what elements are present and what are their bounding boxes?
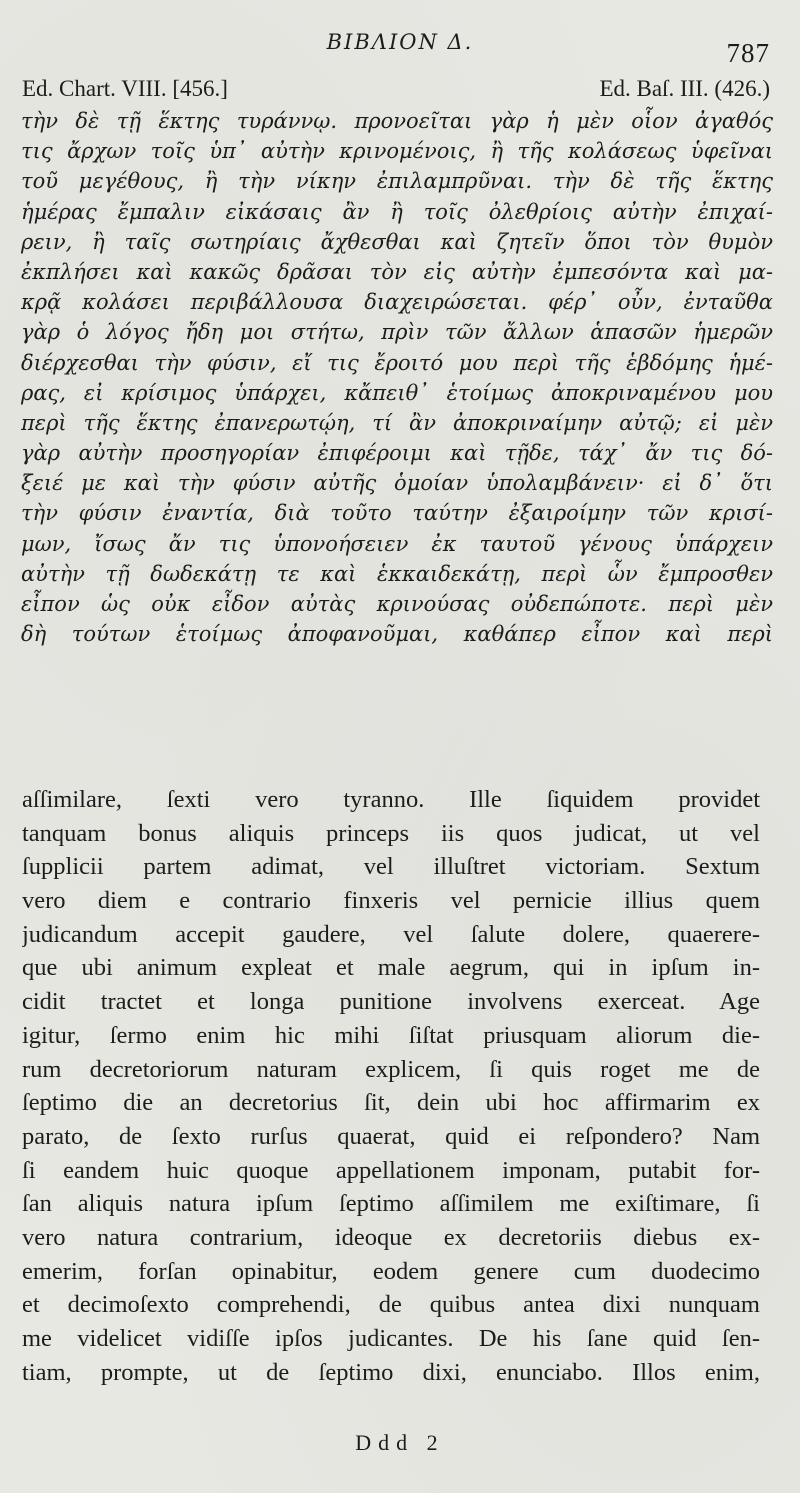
greek-text-block xyxy=(21,106,773,649)
latin-text-line: me videlicet vidiſſe ipſos judicantes. De his ſane quid ſen- xyxy=(22,1325,760,1352)
greek-text-line: γὰρ ὁ λόγος ἤδη μοι στήτω, πρὶν τῶν ἄλλων ἁπασῶν ἡμερῶν xyxy=(21,320,773,345)
latin-text-line: ſi eandem huic quoque appellationem imponam, putabit for- xyxy=(22,1156,760,1184)
edition-left: Ed. Chart. VIII. [456.] xyxy=(22,76,228,101)
latin-text-line: emerim, forſan opinabitur, eodem genere cum duodecimo xyxy=(22,1257,760,1285)
latin-text-line: et decimoſexto comprehendi, de quibus antea dixi nunquam xyxy=(22,1291,760,1319)
latin-text-line: rum decretoriorum naturam explicem, ſi quis roget me de xyxy=(22,1055,760,1083)
greek-text-line: διέρχεσθαι τὴν φύσιν, εἴ τις ἔροιτό μου περὶ τῆς ἑβδόμης ἡμέ- xyxy=(21,350,773,375)
latin-text-line: tanquam bonus aliquis princeps iis quos judicat, ut vel xyxy=(22,819,760,847)
latin-text-line: que ubi animum expleat et male aegrum, qui in ipſum in- xyxy=(22,954,760,982)
latin-text-line: ſeptimo die an decretorius ſit, dein ubi hoc affirmarim ex xyxy=(22,1089,760,1117)
greek-text-line: αὐτὴν τῇ δωδεκάτῃ τε καὶ ἑκκαιδεκάτῃ, περὶ ὧν ἔμπροσθεν xyxy=(21,561,773,586)
latin-text-line: judicandum accepit gaudere, vel ſalute dolere, quaerere- xyxy=(22,920,760,948)
latin-text-line: tiam, prompte, ut de ſeptimo dixi, enunciabo. Illos enim, xyxy=(22,1358,760,1386)
greek-text-line: ἐκπλήσει καὶ κακῶς δρᾶσαι τὸν εἰς αὐτὴν ἐμπεσόντα καὶ μα- xyxy=(21,259,773,284)
greek-text-line: δὴ τούτων ἑτοίμως ἀποφανοῦμαι, καθάπερ εἶπον καὶ περὶ xyxy=(21,622,773,647)
greek-text-line: κρᾷ κολάσει περιβάλλουσα διαχειρώσεται. φέρ᾽ οὖν, ἐνταῦθα xyxy=(21,290,773,315)
greek-text-line: ρειν, ἢ ταῖς σωτηρίαις ἄχθεσθαι καὶ ζητεῖν ὅποι τὸν θυμὸν xyxy=(21,229,773,254)
latin-text-line: vero natura contrarium, ideoque ex decretoriis diebus ex- xyxy=(22,1223,760,1251)
latin-text-line: vero diem e contrario finxeris vel pernicie illius quem xyxy=(22,887,760,915)
greek-text-line: ἡμέρας ἔμπαλιν εἰκάσαις ἂν ἢ τοῖς ὀλεθρίοις αὐτὴν ἐπιχαί- xyxy=(21,199,773,224)
page-number: 787 xyxy=(726,38,770,68)
greek-text-line: μων, ἴσως ἄν τις ὑπονοήσειεν ἐκ ταυτοῦ γένους ὑπάρχειν xyxy=(21,531,773,556)
latin-text-line: ſupplicii partem adimat, vel illuſtret victoriam. Sextum xyxy=(22,853,760,881)
greek-text-line: περὶ τῆς ἕκτης ἐπανερωτῴη, τί ἂν ἀποκριναίμην αὐτῷ; εἰ μὲν xyxy=(21,410,773,435)
latin-text-line: parato, de ſexto rurſus quaerat, quid ei reſpondero? Nam xyxy=(22,1122,760,1150)
running-head: ΒΙΒΛΙΟΝ Δ. xyxy=(326,30,474,54)
greek-text-line: τὴν δὲ τῇ ἕκτης τυράννῳ. προνοεῖται γὰρ ἡ μὲν οἷον ἀγαθός xyxy=(21,109,773,133)
latin-text-line: cidit tractet et longa punitione involvens exerceat. Age xyxy=(22,988,760,1016)
edition-right: Ed. Baſ. III. (426.) xyxy=(599,76,770,101)
latin-text-block xyxy=(22,783,760,1389)
edition-references xyxy=(22,76,770,102)
latin-text-line: ſan aliquis natura ipſum ſeptimo aſſimilem me exiſtimare, ſi xyxy=(22,1190,760,1218)
greek-text-line: ξειέ με καὶ τὴν φύσιν αὐτῆς ὁμοίαν ὑπολαμβάνειν· εἰ δ᾽ ὅτι xyxy=(21,471,773,496)
greek-text-line: γὰρ αὐτὴν προσηγορίαν ἐπιφέροιμι καὶ τῇδε, τάχ᾽ ἄν τις δό- xyxy=(21,441,773,466)
greek-text-line: τὴν φύσιν ἐναντία, διὰ τοῦτο ταύτην ἐξαιροίμην τῶν κρισί- xyxy=(21,501,773,526)
greek-text-line: τοῦ μεγέθους, ἢ τὴν νίκην ἐπιλαμπρῦναι. τὴν δὲ τῆς ἕκτης xyxy=(21,169,773,194)
latin-text-line: igitur, ſermo enim hic mihi ſiſtat priusquam aliorum die- xyxy=(22,1021,760,1049)
greek-text-line: εἶπον ὡς οὐκ εἶδον αὐτὰς κρινούσας οὐδεπώποτε. περὶ μὲν xyxy=(21,592,773,616)
greek-text-line: ρας, εἰ κρίσιμος ὑπάρχει, κἄπειθ᾽ ἑτοίμως ἀποκριναμένου μου xyxy=(21,380,773,405)
signature-mark: Ddd 2 xyxy=(355,1430,445,1455)
greek-text-line: τις ἄρχων τοῖς ὑπ᾽ αὐτὴν κρινομένοις, ἢ τῆς κολάσεως ὑφεῖναι xyxy=(21,139,773,164)
latin-text-line: aſſimilare, ſexti vero tyranno. Ille ſiquidem providet xyxy=(22,786,760,813)
